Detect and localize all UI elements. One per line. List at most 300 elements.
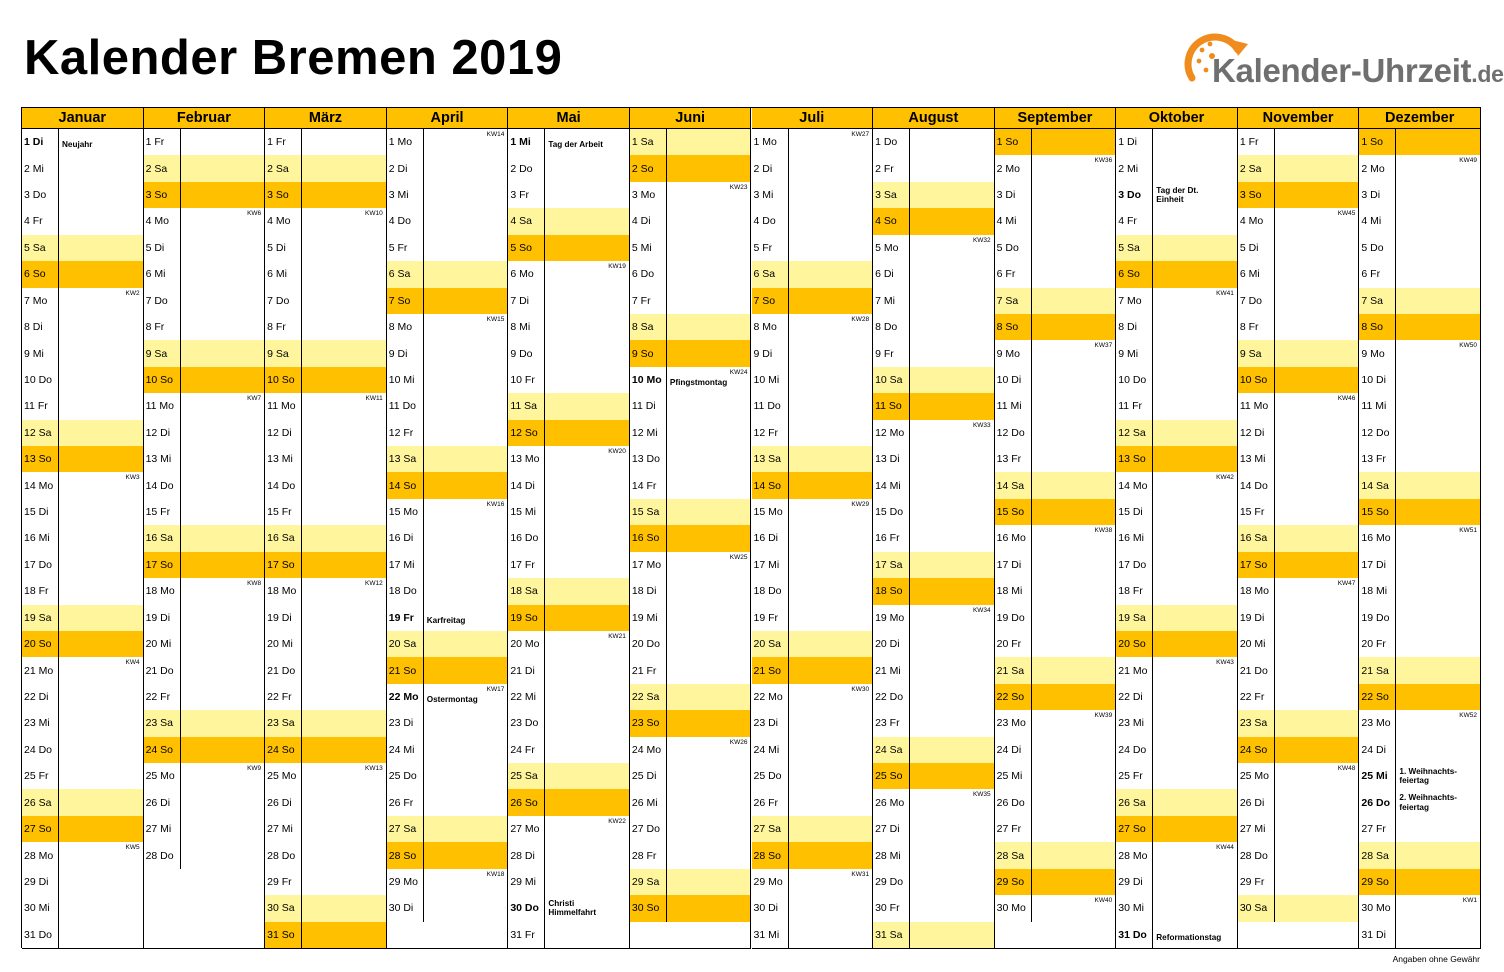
day-cell bbox=[265, 710, 387, 737]
day-cell bbox=[1116, 895, 1238, 922]
day-label: 26 Sa bbox=[24, 796, 52, 809]
day-label: 15 Mi bbox=[510, 506, 537, 519]
month-header: Januar bbox=[22, 108, 144, 129]
day-cell bbox=[995, 631, 1117, 658]
day-cell bbox=[22, 420, 144, 447]
day-label: 5 Sa bbox=[1118, 241, 1140, 254]
day-cell bbox=[22, 235, 144, 262]
empty-cell bbox=[630, 922, 752, 949]
day-cell bbox=[873, 208, 995, 235]
day-cell bbox=[265, 895, 387, 922]
day-label: 18 Mo bbox=[1239, 585, 1270, 598]
day-label: 5 Sa bbox=[24, 241, 46, 254]
day-cell bbox=[873, 155, 995, 182]
day-cell bbox=[144, 737, 266, 764]
day-cell bbox=[265, 737, 387, 764]
day-label: 27 Mo bbox=[510, 823, 540, 836]
day-cell bbox=[1238, 340, 1360, 367]
day-cell bbox=[1359, 420, 1481, 447]
day-label: 5 Do bbox=[1361, 241, 1384, 254]
day-cell bbox=[144, 605, 266, 632]
month-column bbox=[1116, 108, 1238, 948]
day-cell bbox=[144, 789, 266, 816]
week-number: KW33 bbox=[972, 421, 991, 429]
day-label: 15 Mo bbox=[753, 506, 783, 519]
day-label: 9 Fr bbox=[875, 347, 894, 360]
day-cell bbox=[630, 393, 752, 420]
day-label: 14 Mo bbox=[1118, 479, 1148, 492]
day-label: 26 Fr bbox=[388, 796, 414, 809]
day-label: 17 Di bbox=[996, 558, 1022, 571]
day-label: 22 Mi bbox=[510, 691, 537, 703]
day-cell bbox=[144, 499, 266, 526]
day-label: 27 Sa bbox=[388, 823, 417, 836]
day-label: 3 Fr bbox=[510, 189, 529, 202]
day-cell bbox=[22, 367, 144, 394]
day-label: 19 Sa bbox=[1118, 611, 1146, 624]
day-cell bbox=[22, 605, 144, 632]
day-cell bbox=[265, 208, 387, 235]
day-label: 10 Mo bbox=[631, 373, 662, 386]
day-cell bbox=[873, 314, 995, 341]
day-label: 6 Do bbox=[631, 268, 655, 281]
day-cell bbox=[1359, 235, 1481, 262]
day-cell bbox=[995, 208, 1117, 235]
day-cell bbox=[752, 922, 874, 949]
day-label: 22 Sa bbox=[631, 691, 660, 703]
day-cell bbox=[265, 393, 387, 420]
day-cell bbox=[752, 393, 874, 420]
day-cell bbox=[22, 816, 144, 843]
month-header: Oktober bbox=[1116, 108, 1238, 129]
day-cell bbox=[508, 842, 630, 869]
day-cell bbox=[265, 869, 387, 896]
day-label: 27 Fr bbox=[1361, 823, 1386, 836]
day-cell bbox=[1116, 763, 1238, 790]
day-cell bbox=[387, 657, 509, 684]
day-cell bbox=[144, 552, 266, 579]
day-label: 3 So bbox=[145, 189, 168, 202]
day-label: 16 Di bbox=[753, 532, 779, 545]
day-label: 29 Mi bbox=[510, 875, 537, 888]
day-cell bbox=[752, 605, 874, 632]
day-cell bbox=[630, 710, 752, 737]
day-cell bbox=[752, 895, 874, 922]
day-cell bbox=[265, 261, 387, 288]
day-cell bbox=[387, 367, 509, 394]
calendar-grid bbox=[21, 107, 1481, 948]
day-label: 23 Mi bbox=[24, 717, 50, 730]
day-cell bbox=[995, 155, 1117, 182]
month-header: Februar bbox=[144, 108, 266, 129]
day-cell bbox=[22, 155, 144, 182]
empty-cell bbox=[1238, 922, 1360, 949]
day-cell bbox=[1116, 208, 1238, 235]
day-label: 25 Do bbox=[388, 770, 417, 783]
day-cell bbox=[1359, 340, 1481, 367]
day-cell bbox=[630, 261, 752, 288]
day-label: 20 Mi bbox=[267, 638, 293, 651]
week-number: KW38 bbox=[1094, 527, 1113, 535]
day-label: 8 Di bbox=[1118, 321, 1137, 334]
day-cell bbox=[144, 314, 266, 341]
holiday-label: 2. Weihnachts- feiertag bbox=[1399, 793, 1458, 812]
month-header: November bbox=[1238, 108, 1360, 129]
day-label: 6 Di bbox=[875, 268, 894, 281]
day-label: 15 Fr bbox=[267, 506, 292, 519]
day-cell bbox=[1359, 525, 1481, 552]
day-label: 13 Fr bbox=[1361, 453, 1386, 466]
day-cell bbox=[387, 208, 509, 235]
week-number: KW48 bbox=[1337, 765, 1356, 773]
day-cell bbox=[630, 129, 752, 156]
week-number: KW7 bbox=[247, 395, 262, 403]
day-label: 21 Mo bbox=[24, 664, 54, 677]
day-cell bbox=[508, 816, 630, 843]
day-cell bbox=[144, 578, 266, 605]
day-cell bbox=[1359, 605, 1481, 632]
day-label: 25 Do bbox=[753, 770, 782, 783]
day-label: 21 So bbox=[753, 664, 781, 677]
day-cell bbox=[1359, 367, 1481, 394]
day-label: 6 So bbox=[1118, 268, 1140, 281]
day-cell bbox=[508, 155, 630, 182]
day-label: 4 Di bbox=[631, 215, 651, 228]
day-label: 28 Di bbox=[510, 849, 535, 862]
day-label: 31 Fr bbox=[510, 928, 535, 941]
day-label: 23 So bbox=[631, 717, 660, 730]
day-label: 5 Di bbox=[1239, 241, 1259, 254]
day-label: 3 Mo bbox=[631, 189, 656, 202]
day-cell bbox=[752, 155, 874, 182]
day-label: 30 Sa bbox=[267, 902, 295, 915]
day-cell bbox=[508, 525, 630, 552]
day-label: 29 So bbox=[996, 875, 1025, 888]
day-cell bbox=[1116, 314, 1238, 341]
day-cell bbox=[22, 789, 144, 816]
week-number: KW46 bbox=[1337, 395, 1356, 403]
day-cell bbox=[387, 578, 509, 605]
day-label: 14 Fr bbox=[631, 479, 657, 492]
day-label: 6 Fr bbox=[996, 268, 1016, 281]
day-label: 18 Mo bbox=[267, 585, 297, 598]
day-cell bbox=[508, 869, 630, 896]
day-cell bbox=[508, 737, 630, 764]
day-cell bbox=[752, 261, 874, 288]
day-label: 31 Di bbox=[1361, 928, 1386, 941]
day-label: 18 Fr bbox=[24, 585, 49, 598]
day-cell bbox=[387, 842, 509, 869]
day-label: 20 Do bbox=[631, 638, 660, 651]
day-cell bbox=[1359, 816, 1481, 843]
day-label: 22 Mo bbox=[753, 691, 783, 703]
day-label: 24 So bbox=[145, 743, 174, 756]
day-label: 13 So bbox=[1118, 453, 1146, 466]
day-cell bbox=[1238, 578, 1360, 605]
day-label: 27 So bbox=[24, 823, 52, 836]
day-cell bbox=[1116, 446, 1238, 473]
week-number: KW5 bbox=[125, 844, 140, 852]
empty-cell bbox=[144, 869, 266, 896]
day-cell bbox=[1116, 657, 1238, 684]
day-cell bbox=[265, 499, 387, 526]
day-label: 8 Fr bbox=[1239, 321, 1259, 334]
day-label: 2 Mi bbox=[24, 162, 44, 175]
day-label: 10 Do bbox=[24, 373, 53, 386]
day-cell bbox=[1238, 869, 1360, 896]
day-label: 16 So bbox=[631, 532, 660, 545]
day-cell bbox=[508, 499, 630, 526]
empty-cell bbox=[144, 895, 266, 922]
day-label: 19 Sa bbox=[24, 611, 52, 624]
day-cell bbox=[752, 525, 874, 552]
day-label: 1 So bbox=[996, 136, 1019, 149]
day-label: 11 Fr bbox=[24, 400, 48, 413]
week-number: KW44 bbox=[1216, 844, 1234, 852]
day-cell bbox=[1359, 288, 1481, 315]
day-cell bbox=[995, 182, 1117, 209]
day-cell bbox=[995, 552, 1117, 579]
day-label: 19 Di bbox=[145, 611, 171, 624]
day-cell bbox=[995, 472, 1117, 499]
day-label: 9 Mi bbox=[1118, 347, 1139, 360]
day-label: 2 Mi bbox=[1118, 162, 1139, 175]
day-cell bbox=[22, 684, 144, 711]
day-label: 22 So bbox=[996, 691, 1025, 703]
day-cell bbox=[995, 261, 1117, 288]
day-label: 11 Mi bbox=[1361, 400, 1387, 413]
day-cell bbox=[508, 657, 630, 684]
day-cell bbox=[22, 895, 144, 922]
day-label: 26 Di bbox=[145, 796, 171, 809]
day-label: 14 So bbox=[753, 479, 781, 492]
day-label: 17 Fr bbox=[510, 558, 535, 571]
day-cell bbox=[265, 789, 387, 816]
day-label: 29 Sa bbox=[631, 875, 660, 888]
day-label: 12 Sa bbox=[1118, 426, 1146, 439]
day-label: 15 Fr bbox=[1239, 506, 1265, 519]
month-header: Mai bbox=[508, 108, 630, 129]
day-cell bbox=[873, 684, 995, 711]
day-cell bbox=[1238, 182, 1360, 209]
day-label: 8 So bbox=[996, 321, 1019, 334]
day-cell bbox=[1238, 499, 1360, 526]
day-cell bbox=[630, 816, 752, 843]
day-label: 28 Do bbox=[267, 849, 296, 862]
day-cell bbox=[630, 684, 752, 711]
day-cell bbox=[387, 472, 509, 499]
day-cell bbox=[995, 763, 1117, 790]
day-cell bbox=[873, 816, 995, 843]
day-label: 11 So bbox=[875, 400, 902, 413]
day-label: 24 Do bbox=[24, 743, 53, 756]
day-label: 7 Do bbox=[1239, 294, 1263, 307]
day-cell bbox=[873, 895, 995, 922]
day-cell bbox=[752, 314, 874, 341]
day-cell bbox=[508, 208, 630, 235]
day-cell bbox=[22, 552, 144, 579]
day-label: 30 So bbox=[631, 902, 660, 915]
day-cell bbox=[1238, 208, 1360, 235]
day-cell bbox=[508, 420, 630, 447]
day-cell bbox=[265, 155, 387, 182]
day-cell bbox=[1359, 684, 1481, 711]
day-cell bbox=[1359, 710, 1481, 737]
day-cell bbox=[630, 578, 752, 605]
holiday-label: Neujahr bbox=[62, 140, 93, 150]
day-cell bbox=[1238, 789, 1360, 816]
day-cell bbox=[1359, 922, 1481, 949]
day-cell bbox=[144, 525, 266, 552]
day-label: 21 Sa bbox=[996, 664, 1025, 677]
day-label: 18 Di bbox=[631, 585, 657, 598]
day-label: 5 Fr bbox=[753, 241, 773, 254]
day-cell bbox=[630, 446, 752, 473]
day-cell bbox=[752, 869, 874, 896]
day-cell bbox=[144, 182, 266, 209]
day-label: 25 Mi bbox=[1361, 770, 1388, 783]
day-cell bbox=[995, 816, 1117, 843]
day-label: 10 Sa bbox=[875, 373, 903, 386]
day-label: 13 Mi bbox=[145, 453, 172, 466]
day-label: 21 Sa bbox=[1361, 664, 1389, 677]
day-cell bbox=[1359, 842, 1481, 869]
day-cell bbox=[265, 684, 387, 711]
day-cell bbox=[752, 578, 874, 605]
day-cell bbox=[1116, 684, 1238, 711]
day-label: 12 Fr bbox=[388, 426, 414, 439]
day-label: 14 Mi bbox=[875, 479, 901, 492]
day-cell bbox=[873, 393, 995, 420]
day-cell bbox=[1359, 657, 1481, 684]
day-label: 29 Di bbox=[24, 875, 49, 888]
day-cell bbox=[1359, 472, 1481, 499]
day-label: 19 Do bbox=[1361, 611, 1390, 624]
day-cell bbox=[508, 710, 630, 737]
day-label: 27 Mi bbox=[145, 823, 172, 836]
day-cell bbox=[873, 288, 995, 315]
day-cell bbox=[144, 472, 266, 499]
day-label: 10 So bbox=[1239, 373, 1268, 386]
month-column bbox=[144, 108, 266, 948]
day-cell bbox=[22, 578, 144, 605]
day-cell bbox=[508, 684, 630, 711]
day-label: 15 Sa bbox=[631, 506, 660, 519]
day-cell bbox=[144, 763, 266, 790]
day-cell bbox=[1116, 155, 1238, 182]
day-cell bbox=[1238, 129, 1360, 156]
day-label: 23 Sa bbox=[267, 717, 295, 730]
day-cell bbox=[144, 208, 266, 235]
day-label: 26 Do bbox=[996, 796, 1025, 809]
day-label: 20 Mi bbox=[1239, 638, 1266, 651]
day-label: 17 So bbox=[267, 558, 295, 571]
day-label: 20 Fr bbox=[996, 638, 1022, 651]
day-label: 11 Mo bbox=[267, 400, 296, 413]
day-cell bbox=[387, 155, 509, 182]
day-cell bbox=[630, 208, 752, 235]
day-label: 23 Mi bbox=[1118, 717, 1144, 730]
day-label: 28 Mi bbox=[875, 849, 901, 862]
day-cell bbox=[630, 737, 752, 764]
day-cell bbox=[630, 763, 752, 790]
day-label: 17 Mi bbox=[388, 558, 415, 571]
day-cell bbox=[873, 710, 995, 737]
day-cell bbox=[995, 314, 1117, 341]
day-cell bbox=[752, 684, 874, 711]
day-label: 12 Di bbox=[145, 426, 171, 439]
day-label: 9 Di bbox=[388, 347, 408, 360]
week-number: KW16 bbox=[486, 500, 505, 508]
day-cell bbox=[22, 710, 144, 737]
day-label: 30 Mo bbox=[1361, 902, 1391, 915]
day-label: 4 Fr bbox=[1118, 215, 1137, 228]
day-cell bbox=[995, 129, 1117, 156]
holiday-label: Pfingstmontag bbox=[669, 377, 728, 387]
day-label: 10 Do bbox=[1118, 373, 1147, 386]
week-number: KW30 bbox=[851, 685, 870, 693]
day-label: 10 Fr bbox=[510, 373, 535, 386]
day-cell bbox=[630, 472, 752, 499]
day-cell bbox=[995, 789, 1117, 816]
day-label: 16 Sa bbox=[145, 532, 174, 545]
day-label: 16 Mi bbox=[24, 532, 50, 545]
day-label: 16 Mi bbox=[1118, 532, 1144, 545]
day-label: 19 Di bbox=[1239, 611, 1265, 624]
day-cell bbox=[1116, 288, 1238, 315]
day-label: 11 Di bbox=[631, 400, 656, 413]
day-cell bbox=[144, 235, 266, 262]
day-cell bbox=[1238, 155, 1360, 182]
day-label: 21 Mo bbox=[1118, 664, 1148, 677]
day-label: 19 Mi bbox=[631, 611, 658, 624]
day-label: 30 Sa bbox=[1239, 902, 1268, 915]
day-label: 25 Mo bbox=[1239, 770, 1270, 783]
day-cell bbox=[22, 763, 144, 790]
day-label: 23 Do bbox=[510, 717, 539, 730]
day-cell bbox=[22, 314, 144, 341]
day-label: 25 Mo bbox=[267, 770, 297, 783]
day-label: 9 Do bbox=[510, 347, 533, 360]
holiday-label: Tag der Dt. Einheit bbox=[1156, 185, 1199, 205]
day-cell bbox=[144, 129, 266, 156]
day-cell bbox=[873, 182, 995, 209]
page-title: Kalender Bremen 2019 bbox=[24, 31, 563, 85]
day-label: 25 So bbox=[875, 770, 903, 783]
day-cell bbox=[873, 578, 995, 605]
day-cell bbox=[265, 525, 387, 552]
week-number: KW9 bbox=[247, 765, 262, 773]
day-label: 17 Do bbox=[1118, 558, 1147, 571]
day-label: 17 Do bbox=[24, 558, 53, 571]
day-cell bbox=[144, 684, 266, 711]
day-label: 22 Mo bbox=[388, 691, 419, 703]
day-label: 5 Do bbox=[996, 241, 1019, 254]
day-cell bbox=[265, 182, 387, 209]
day-cell bbox=[508, 261, 630, 288]
week-number: KW40 bbox=[1094, 897, 1113, 905]
day-label: 11 Do bbox=[388, 400, 416, 413]
day-cell bbox=[630, 314, 752, 341]
day-cell bbox=[752, 789, 874, 816]
day-label: 14 So bbox=[388, 479, 417, 492]
day-label: 17 So bbox=[1239, 558, 1268, 571]
day-label: 5 Mo bbox=[875, 241, 899, 254]
day-label: 2 Di bbox=[388, 162, 408, 175]
day-cell bbox=[508, 314, 630, 341]
day-label: 14 Mo bbox=[24, 479, 54, 492]
month-column bbox=[873, 108, 995, 948]
